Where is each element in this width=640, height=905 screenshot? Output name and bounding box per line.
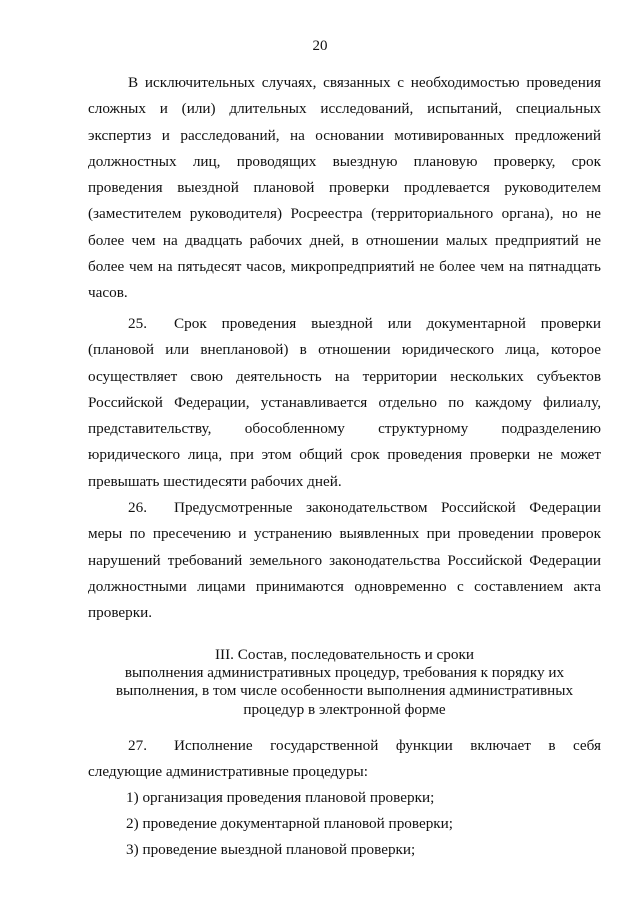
paragraph-number: 26. [128,499,147,516]
paragraph-text: Срок проведения выездной или документарной проверки (плановой или внеплановой) в отношении юридического лица, которое осуществляет свою деятельность на территории нескольких субъектов Российской Федерации, устанавливается отдельно по каждому филиалу, представительству, обособленному структурному подразделению юридического лица, при этом общий срок проведения проверки не может превышать шестидесяти рабочих дней. [88,315,601,490]
paragraph-25 [88,311,601,495]
paragraph-26 [88,495,601,626]
section-heading-line: выполнения, в том числе особенности выполнения административных [115,682,574,700]
paragraph-text: Предусмотренные законодательством Российской Федерации меры по пресечению и устранению выявленных при проведении проверок нарушений требований земельного законодательства Российской Федерации должностными лицами принимаются одновременно с составлением акта проверки. [88,499,601,622]
paragraph-number: 27. [128,737,147,754]
paragraph-text: В исключительных случаях, связанных с необходимостью проведения сложных и (или) длительных исследований, испытаний, специальных экспертиз и расследований, на основании мотивированных предложений должностных лиц, проводящих выездную плановую проверку, срок проведения выездной плановой проверки продлевается руководителем (заместителем руководителя) Росреестра (территориального органа), но не более чем на двадцать рабочих дней, в отношении малых предприятий не более чем на пятьдесят часов, микропредприятий не более чем на пятнадцать часов. [88,74,601,302]
paragraph-extension-of-inspection [88,70,601,307]
section-heading-line: III. Состав, последовательность и сроки [215,646,474,663]
section-heading-line: выполнения административных процедур, требования к порядку их [124,664,565,682]
procedure-list-item: 3) проведение выездной плановой проверки; [126,841,416,858]
paragraph-text: Исполнение государственной функции включает в себя следующие административные процедуры: [88,737,601,781]
paragraph-number: 25. [128,315,147,332]
section-heading [88,646,601,719]
procedure-list-item: 1) организация проведения плановой проверки; [126,789,435,806]
procedure-list-item: 2) проведение документарной плановой проверки; [126,815,454,832]
paragraph-27 [88,733,601,786]
section-heading-line: процедур в электронной форме [243,700,446,718]
page-number: 20 [312,38,328,54]
